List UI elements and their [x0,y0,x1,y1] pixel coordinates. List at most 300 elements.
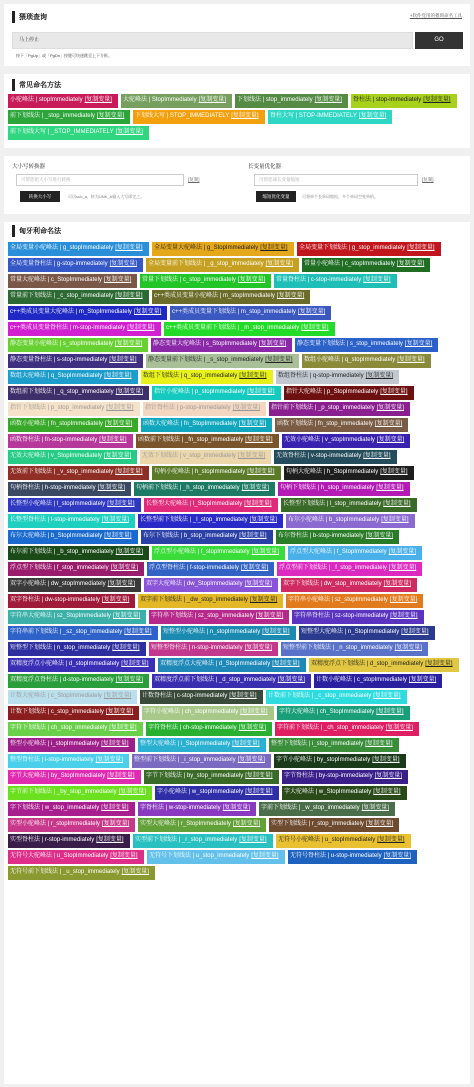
copy-variable-link[interactable]: [复制变量] [115,677,143,683]
copy-variable-link[interactable]: [复制变量] [365,741,393,747]
naming-tag[interactable] [8,402,140,416]
case-copy-link[interactable]: [复制] [188,177,200,182]
copy-variable-link[interactable]: [复制变量] [110,853,138,859]
copy-variable-link[interactable]: [复制变量] [397,357,425,363]
naming-tag[interactable] [121,94,232,108]
naming-tag[interactable] [164,322,335,336]
tag-label: 全局变量小驼峰法 | g_stopImmediately [10,245,114,251]
case-input[interactable]: 可帮您把大小写进行转换 [16,174,184,186]
naming-tag[interactable] [138,738,266,752]
naming-tag[interactable] [149,610,289,624]
naming-tag[interactable] [8,514,135,528]
copy-variable-link[interactable]: [复制变量] [109,261,137,267]
naming-tag[interactable] [299,626,435,640]
tag-label: 双精度浮点小驼峰法 | d_stopImmediately [10,661,120,667]
copy-variable-link[interactable]: [复制变量] [385,725,413,731]
copy-variable-link[interactable]: [复制变量] [109,725,137,731]
naming-tag[interactable] [133,834,273,848]
naming-tag[interactable] [140,690,263,704]
copy-variable-link[interactable]: [复制变量] [104,421,133,427]
tag-label: 句柄大驼峰法 | h_StopImmediately [286,469,379,475]
tag-label: 函数前下划线法 | _fn_stop_immediately [138,437,244,443]
copy-variable-link[interactable]: [复制变量] [118,789,146,795]
opt-copy-link[interactable]: [复制] [422,177,434,182]
copy-variable-link[interactable]: [复制变量] [408,677,437,683]
naming-tag[interactable] [8,562,144,576]
naming-tag[interactable] [302,258,430,272]
copy-variable-link[interactable]: [复制变量] [383,853,411,859]
copy-variable-link[interactable]: [复制变量] [97,485,125,491]
tag-label: 实型小驼峰法 | r_stopImmediately [10,821,100,827]
naming-tag[interactable] [282,770,408,784]
naming-tag[interactable] [276,834,411,848]
copy-variable-link[interactable]: [复制变量] [363,453,391,459]
naming-tag[interactable] [284,386,414,400]
naming-tag[interactable] [138,802,256,816]
naming-tag[interactable] [155,786,279,800]
naming-tag[interactable] [274,450,397,464]
naming-tag[interactable] [314,674,442,688]
tag-label: 长整型下划线法 | l_stop_immediately [283,501,382,507]
copy-variable-link[interactable]: [复制变量] [105,709,134,715]
copy-variable-link[interactable]: [复制变量] [358,113,387,119]
naming-tag[interactable] [146,258,299,272]
naming-tag[interactable] [235,94,348,108]
naming-tag[interactable] [8,110,130,124]
naming-tag[interactable] [8,498,141,512]
copy-variable-link[interactable]: [复制变量] [401,629,429,635]
tag-label: 字符前下划线法 | _ch_stop_immediately [277,725,384,731]
tag-label: 无符号脊柱法 | u-stop-immediately [290,853,382,859]
naming-tag[interactable] [141,370,273,384]
tag-label: 函数大驼峰法 | fn_StopImmediately [143,421,237,427]
tag-label: 指针下划线法 | p_stop_immediately [10,405,105,411]
copy-variable-link[interactable]: [复制变量] [133,309,162,315]
copy-variable-link[interactable]: [复制变量] [101,517,129,523]
copy-variable-link[interactable]: [复制变量] [115,129,143,135]
naming-tag[interactable] [302,354,431,368]
naming-tag[interactable] [138,818,266,832]
naming-tag[interactable] [152,242,294,256]
naming-tag[interactable] [8,274,137,288]
search-card [4,4,470,66]
naming-tag[interactable] [152,546,285,560]
copy-variable-link[interactable]: [复制变量] [404,341,433,347]
copy-variable-link[interactable]: [复制变量] [237,453,266,459]
copy-variable-link[interactable]: [复制变量] [245,789,273,795]
naming-tag[interactable] [8,434,133,448]
naming-tag[interactable] [8,834,130,848]
copy-variable-link[interactable]: [复制变量] [383,501,411,507]
naming-tag[interactable] [8,578,141,592]
common-header [12,78,61,91]
naming-tag[interactable] [8,738,135,752]
tag-label: 字符串脊柱法 | sz-stop-immediately [294,613,389,619]
copy-variable-link[interactable]: [复制变量] [101,597,130,603]
tag-label: 无效前下划线法 | _v_stop_immediately [10,469,114,475]
copy-variable-link[interactable]: [复制变量] [376,709,404,715]
naming-tag[interactable] [8,450,137,464]
hungarian-title: 匈牙利命名法 [19,227,61,235]
naming-tag[interactable] [276,530,399,544]
naming-tag[interactable] [8,418,138,432]
copy-variable-link[interactable]: [复制变量] [121,661,149,667]
copy-variable-link[interactable]: [复制变量] [376,437,405,443]
copy-variable-link[interactable]: [复制变量] [258,341,287,347]
naming-tag[interactable] [274,274,397,288]
naming-tag[interactable] [147,562,274,576]
naming-tag[interactable] [138,594,283,608]
copy-variable-link[interactable]: [复制变量] [365,533,393,539]
copy-variable-link[interactable]: [复制变量] [260,245,288,251]
naming-tag[interactable] [146,354,299,368]
copy-variable-link[interactable]: [复制变量] [95,757,123,763]
copy-variable-link[interactable]: [复制变量] [110,565,138,571]
naming-tag[interactable] [132,754,271,768]
naming-tag[interactable] [277,706,410,720]
naming-tag[interactable] [161,626,296,640]
copy-variable-link[interactable]: [复制变量] [115,469,143,475]
naming-tag[interactable] [8,690,137,704]
copy-variable-link[interactable]: [复制变量] [222,805,250,811]
naming-tag[interactable] [144,578,278,592]
copy-variable-link[interactable]: [复制变量] [106,405,134,411]
naming-tag[interactable] [151,338,292,352]
copy-variable-link[interactable]: [复制变量] [229,693,257,699]
copy-variable-link[interactable]: [复制变量] [297,309,326,315]
tag-label: 字节小驼峰法 | by_stopImmediately [276,757,371,763]
copy-variable-link[interactable]: [复制变量] [244,501,272,507]
naming-tag[interactable] [8,610,146,624]
copy-variable-link[interactable]: [复制变量] [247,389,275,395]
naming-tag[interactable] [138,514,283,528]
naming-tag[interactable] [292,610,424,624]
naming-tag[interactable] [8,530,138,544]
copy-variable-link[interactable]: [复制变量] [104,533,132,539]
naming-tag[interactable] [8,258,143,272]
case-convert-button[interactable]: 转换大小写 [20,191,60,202]
copy-variable-link[interactable]: [复制变量] [99,437,127,443]
copy-variable-link[interactable]: [复制变量] [365,821,394,827]
naming-tag[interactable] [8,466,149,480]
common-title: 常见命名方法 [19,81,61,89]
copy-variable-link[interactable]: [复制变量] [372,757,400,763]
copy-variable-link[interactable]: [复制变量] [245,773,273,779]
copy-variable-link[interactable]: [复制变量] [314,97,342,103]
naming-tag[interactable] [144,498,278,512]
copy-variable-link[interactable]: [复制变量] [107,773,135,779]
tag-label: 句柄下划线法 | h_stop_immediately [280,485,375,491]
naming-tag[interactable] [152,386,281,400]
copy-variable-link[interactable]: [复制变量] [376,405,404,411]
copy-variable-link[interactable]: [复制变量] [244,581,272,587]
tag-label: 布尔前下划线法 | _b_stop_immediately [10,549,114,555]
copy-variable-link[interactable]: [复制变量] [376,485,404,491]
naming-tag[interactable] [266,690,407,704]
naming-tag[interactable] [8,94,118,108]
naming-tag[interactable] [269,738,399,752]
tag-label: 字符小驼峰法 | ch_stopImmediately [144,709,239,715]
copy-variable-link[interactable]: [复制变量] [107,501,135,507]
tag-label: 布尔小驼峰法 | b_stopImmediately [288,517,380,523]
copy-variable-link[interactable]: [复制变量] [101,805,129,811]
opt-input[interactable]: 可帮您减长变量缩短 [254,174,418,186]
copy-variable-link[interactable]: [复制变量] [239,533,267,539]
naming-tag[interactable] [8,322,161,336]
copy-variable-link[interactable]: [复制变量] [245,437,273,443]
copy-variable-link[interactable]: [复制变量] [265,357,293,363]
copy-variable-link[interactable]: [复制变量] [96,837,124,843]
naming-tag[interactable] [8,706,139,720]
copy-variable-link[interactable]: [复制变量] [238,421,267,427]
copy-variable-link[interactable]: [复制变量] [232,821,261,827]
naming-tag[interactable] [8,658,155,672]
naming-tag[interactable] [8,674,149,688]
search-input[interactable]: 马上停止 [12,32,413,49]
naming-tag[interactable] [144,770,279,784]
tag-label: c++类成员变量脊柱法 | m-stop-immediately [10,325,126,331]
tag-label: 数组脊柱法 | q-stop-immediately [278,373,364,379]
copy-variable-link[interactable]: [复制变量] [241,485,269,491]
tag-label: 全局变量大驼峰法 | g_StopImmediately [154,245,259,251]
copy-variable-link[interactable]: [复制变量] [103,277,132,283]
naming-tag[interactable] [259,802,395,816]
naming-tag[interactable] [8,770,141,784]
naming-tag[interactable] [141,530,273,544]
naming-tag[interactable] [351,94,457,108]
copy-variable-link[interactable]: [复制变量] [396,261,425,267]
copy-variable-link[interactable]: [复制变量] [114,341,143,347]
naming-tag[interactable] [281,498,417,512]
copy-variable-link[interactable]: [复制变量] [115,245,143,251]
copy-variable-link[interactable]: [复制变量] [251,549,279,555]
naming-tag[interactable] [268,110,392,124]
naming-tag[interactable] [8,754,129,768]
copy-variable-link[interactable]: [复制变量] [380,469,408,475]
copy-variable-link[interactable]: [复制变量] [232,405,260,411]
copy-variable-link[interactable]: [复制变量] [277,677,305,683]
copy-variable-link[interactable]: [复制变量] [381,517,409,523]
naming-tag[interactable] [149,642,278,656]
copy-variable-link[interactable]: [复制变量] [265,261,293,267]
copy-variable-link[interactable]: [复制变量] [301,325,329,331]
tag-label: 函数小驼峰法 | fn_stopImmediately [10,421,103,427]
copy-variable-link[interactable]: [复制变量] [239,373,267,379]
copy-variable-link[interactable]: [复制变量] [361,805,389,811]
naming-tag[interactable] [8,306,167,320]
naming-tag[interactable] [295,338,438,352]
tag-label: 句柄前下划线法 | _h_stop_immediately [136,485,240,491]
tool-link[interactable]: +软件党用的猥琐命名工具 [409,13,462,18]
copy-variable-link[interactable]: [复制变量] [249,597,278,603]
naming-tag[interactable] [288,850,417,864]
tag-label: 字符串前下划线法 | _sz_stop_immediately [10,629,123,635]
copy-variable-link[interactable]: [复制变量] [107,581,135,587]
naming-tag[interactable] [8,802,135,816]
copy-variable-link[interactable]: [复制变量] [249,517,277,523]
naming-tag[interactable] [133,110,265,124]
tag-label: 下划线大写 | STOP_IMMEDIATELY [135,113,230,119]
copy-variable-link[interactable]: [复制变量] [388,549,416,555]
tag-label: 短整型小驼峰法 | n_stopImmediately [163,629,261,635]
copy-variable-link[interactable]: [复制变量] [247,469,275,475]
naming-tag[interactable] [286,594,423,608]
tag-label: 双字小驼峰法 | dw_stopImmediately [10,581,106,587]
tag-label: 长整型大驼峰法 | l_StopImmediately [146,501,243,507]
naming-tag[interactable] [8,242,149,256]
copy-variable-link[interactable]: [复制变量] [423,97,451,103]
naming-tag[interactable] [275,418,408,432]
naming-tag[interactable] [152,674,311,688]
tag-label: 常量前下划线法 | _c_stop_immediately [10,293,114,299]
copy-variable-link[interactable]: [复制变量] [231,113,259,119]
copy-variable-link[interactable]: [复制变量] [198,97,226,103]
copy-variable-link[interactable]: [复制变量] [373,789,401,795]
naming-tag[interactable] [8,482,131,496]
tag-label: 静态变量下划线法 | s_stop_immediately [297,341,403,347]
naming-tag[interactable] [281,578,417,592]
copy-variable-link[interactable]: [复制变量] [121,869,149,875]
opt-shorten-button[interactable]: 缩短优化变量 [256,191,296,202]
naming-tag[interactable] [8,354,143,368]
naming-tag[interactable] [282,786,407,800]
naming-tag[interactable] [8,290,149,304]
copy-variable-link[interactable]: [复制变量] [115,389,143,395]
naming-tag[interactable] [142,706,274,720]
naming-tag[interactable] [284,466,414,480]
go-button[interactable]: GO [415,32,463,49]
copy-variable-link[interactable]: [复制变量] [425,661,453,667]
tag-label: 无效大驼峰法 | v_StopImmediately [10,453,102,459]
naming-tag[interactable] [8,850,144,864]
tag-label: 字大驼峰法 | w_StopImmediately [284,789,372,795]
naming-tag[interactable] [170,306,331,320]
naming-tag[interactable] [275,722,419,736]
naming-tag[interactable] [8,818,135,832]
copy-variable-link[interactable]: [复制变量] [103,453,132,459]
copy-variable-link[interactable]: [复制变量] [383,581,411,587]
naming-tag[interactable] [8,370,138,384]
copy-variable-link[interactable]: [复制变量] [101,741,129,747]
copy-variable-link[interactable]: [复制变量] [389,597,418,603]
naming-tag[interactable] [8,338,148,352]
tag-label: 前下划线法 | _stop_immediately [10,113,95,119]
header-bar [12,225,15,237]
naming-tag[interactable] [143,402,266,416]
copy-variable-link[interactable]: [复制变量] [251,853,279,859]
copy-variable-link[interactable]: [复制变量] [262,629,290,635]
copy-variable-link[interactable]: [复制变量] [365,373,393,379]
naming-tag[interactable] [8,546,149,560]
copy-variable-link[interactable]: [复制变量] [374,773,402,779]
copy-variable-link[interactable]: [复制变量] [103,693,132,699]
tag-label: 无符号前下划线法 | _u_stop_immediately [10,869,120,875]
copy-variable-link[interactable]: [复制变量] [115,549,143,555]
tag-label: 双精度浮点大驼峰法 | d_StopImmediately [160,661,271,667]
copy-variable-link[interactable]: [复制变量] [373,693,401,699]
naming-tag[interactable] [8,626,158,640]
copy-variable-link[interactable]: [复制变量] [255,613,284,619]
naming-tag[interactable] [136,434,279,448]
copy-variable-link[interactable]: [复制变量] [96,113,125,119]
naming-tag[interactable] [8,642,146,656]
copy-variable-link[interactable]: [复制变量] [272,661,300,667]
tag-label: c++类成员变量前下划线法 | _m_stop_immediately [166,325,300,331]
copy-variable-link[interactable]: [复制变量] [407,245,435,251]
naming-tag[interactable] [276,370,399,384]
naming-tag[interactable] [146,722,272,736]
copy-variable-link[interactable]: [复制变量] [112,645,140,651]
naming-tag[interactable] [140,450,271,464]
copy-variable-link[interactable]: [复制变量] [394,645,422,651]
naming-tag[interactable] [134,482,275,496]
naming-tag[interactable] [158,658,306,672]
naming-tag[interactable] [8,594,135,608]
naming-tag[interactable] [297,242,441,256]
naming-tag[interactable] [8,786,152,800]
naming-tag[interactable] [141,418,272,432]
copy-variable-link[interactable]: [复制变量] [237,757,265,763]
naming-tag[interactable] [8,866,155,880]
naming-tag[interactable] [147,850,285,864]
naming-tag[interactable] [269,402,410,416]
naming-tag[interactable] [140,274,271,288]
naming-tag[interactable] [281,642,428,656]
naming-tag[interactable] [8,386,149,400]
copy-variable-link[interactable]: [复制变量] [237,277,266,283]
naming-tag[interactable] [277,562,422,576]
naming-tag[interactable] [269,818,399,832]
tag-label: 字脊柱法 | w-stop-immediately [140,805,221,811]
copy-variable-link[interactable]: [复制变量] [377,837,405,843]
copy-variable-link[interactable]: [复制变量] [380,389,408,395]
copy-variable-link[interactable]: [复制变量] [239,837,267,843]
header-bar [12,11,15,23]
naming-tag[interactable] [152,290,310,304]
copy-variable-link[interactable]: [复制变量] [390,613,418,619]
copy-variable-link[interactable]: [复制变量] [127,325,155,331]
copy-variable-link[interactable]: [复制变量] [112,613,141,619]
naming-tag[interactable] [8,126,149,140]
copy-variable-link[interactable]: [复制变量] [240,709,268,715]
naming-tag[interactable] [286,514,415,528]
copy-variable-link[interactable]: [复制变量] [109,357,137,363]
copy-variable-link[interactable]: [复制变量] [388,565,417,571]
tag-label: 双精度浮点下划线法 | d_stop_immediately [311,661,424,667]
naming-tag[interactable] [282,434,410,448]
naming-tag[interactable] [8,722,143,736]
naming-tag[interactable] [278,482,410,496]
copy-variable-link[interactable]: [复制变量] [240,565,269,571]
copy-variable-link[interactable]: [复制变量] [232,741,260,747]
copy-variable-link[interactable]: [复制变量] [101,821,130,827]
naming-tag[interactable] [309,658,459,672]
naming-tag[interactable] [152,466,281,480]
copy-variable-link[interactable]: [复制变量] [363,277,391,283]
copy-variable-link[interactable]: [复制变量] [115,293,143,299]
naming-tag[interactable] [288,546,422,560]
copy-variable-link[interactable]: [复制变量] [238,725,266,731]
copy-variable-link[interactable]: [复制变量] [124,629,152,635]
copy-variable-link[interactable]: [复制变量] [244,645,272,651]
copy-variable-link[interactable]: [复制变量] [276,293,305,299]
tag-label: 常量大驼峰法 | c_StopImmediately [10,277,102,283]
naming-tag[interactable] [274,754,406,768]
copy-variable-link[interactable]: [复制变量] [84,97,112,103]
tag-label: 句柄小驼峰法 | h_stopImmediately [154,469,246,475]
copy-variable-link[interactable]: [复制变量] [104,373,132,379]
copy-variable-link[interactable]: [复制变量] [374,421,403,427]
